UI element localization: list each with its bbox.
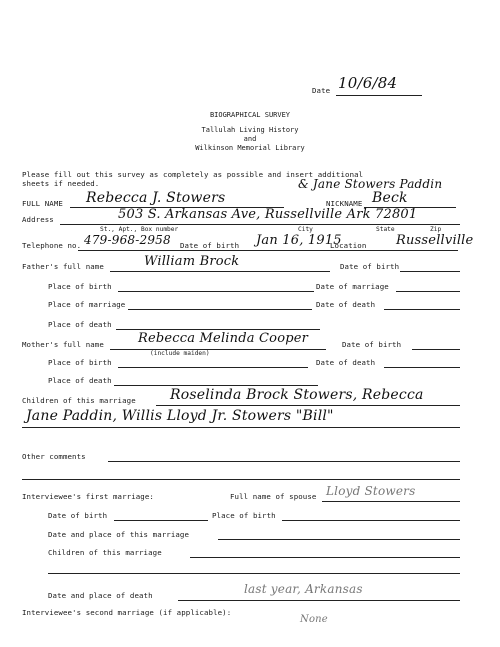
- other-comments-label: Other comments: [22, 452, 86, 461]
- mother-pod-label: Place of death: [48, 376, 112, 385]
- spouse-name-value: Lloyd Stowers: [326, 484, 416, 498]
- other-comments-underline-1: [108, 461, 460, 462]
- first-marriage-label: Interviewee's first marriage:: [22, 492, 154, 501]
- address-city-caption: City: [298, 226, 313, 233]
- father-pod-label: Place of death: [48, 320, 112, 329]
- address-zip-caption: Zip: [430, 226, 442, 233]
- location-label: Location: [330, 241, 367, 250]
- telephone-underline: [78, 250, 458, 251]
- mother-name-caption: (include maiden): [150, 350, 210, 357]
- spouse-name-label: Full name of spouse: [230, 492, 317, 501]
- spouse-pob-label: Place of birth: [212, 511, 276, 520]
- father-pod-underline: [116, 329, 320, 330]
- father-dom-underline: [396, 291, 460, 292]
- father-dod-underline: [384, 309, 460, 310]
- spouse-death-label: Date and place of death: [48, 591, 153, 600]
- father-dob-underline: [400, 271, 460, 272]
- nickname-label: NICKNAME: [326, 199, 363, 208]
- date-value: 10/6/84: [338, 74, 398, 92]
- spouse-death-underline: [178, 600, 460, 601]
- children-line-2: Jane Paddin, Willis Lloyd Jr. Stowers "Bill": [26, 408, 334, 424]
- spouse-dob-underline: [114, 520, 208, 521]
- mother-dod-label: Date of death: [316, 358, 376, 367]
- location-value: Russellville: [396, 233, 474, 248]
- mother-pod-underline: [114, 385, 318, 386]
- father-name-value: William Brock: [144, 254, 240, 269]
- dob-value: Jan 16, 1915: [256, 233, 342, 248]
- marriage-date-place-underline: [218, 539, 460, 540]
- second-marriage-label: Interviewee's second marriage (if applicable):: [22, 608, 232, 617]
- nickname-value: Beck: [372, 190, 408, 206]
- full-name-value: Rebecca J. Stowers: [86, 190, 226, 206]
- father-dod-label: Date of death: [316, 300, 376, 309]
- other-comments-underline-2: [22, 479, 460, 480]
- telephone-value: 479-968-2958: [84, 233, 171, 247]
- first-marriage-children-underline-2: [48, 573, 460, 574]
- date-underline: [336, 95, 422, 96]
- mother-dod-underline: [384, 367, 460, 368]
- mother-name-underline: [110, 349, 326, 350]
- children-label: Children of this marriage: [22, 396, 136, 405]
- address-value: 503 S. Arkansas Ave, Russellville Ark 72801: [118, 207, 418, 222]
- children-underline-1: [156, 405, 460, 406]
- father-pom-underline: [128, 309, 312, 310]
- full-name-label: FULL NAME: [22, 199, 63, 208]
- father-pom-label: Place of marriage: [48, 300, 126, 309]
- first-marriage-children-underline: [190, 557, 460, 558]
- first-marriage-children-label: Children of this marriage: [48, 548, 162, 557]
- instructions-line-2: sheets if needed.: [22, 179, 100, 188]
- survey-title: BIOGRAPHICAL SURVEY: [209, 111, 291, 119]
- instructions-line-1: Please fill out this survey as completely as possible and insert additional: [22, 170, 364, 179]
- address-label: Address: [22, 215, 54, 224]
- survey-library: Wilkinson Memorial Library: [195, 144, 305, 152]
- mother-pob-underline: [118, 367, 308, 368]
- marriage-date-place-label: Date and place of this marriage: [48, 530, 190, 539]
- survey-subtitle: Tallulah Living History: [201, 126, 299, 134]
- father-dob-label: Date of birth: [340, 262, 400, 271]
- children-underline-2: [22, 427, 460, 428]
- father-name-underline: [110, 271, 330, 272]
- survey-subtitle-and: and: [243, 135, 257, 143]
- telephone-label: Telephone no.: [22, 241, 82, 250]
- full-name-alt-value: & Jane Stowers Paddin: [298, 177, 443, 191]
- second-marriage-value: None: [300, 614, 328, 625]
- mother-dob-underline: [412, 349, 460, 350]
- spouse-death-value: last year, Arkansas: [244, 582, 363, 596]
- mother-name-label: Mother's full name: [22, 340, 104, 349]
- spouse-dob-label: Date of birth: [48, 511, 108, 520]
- dob-label: Date of birth: [180, 241, 240, 250]
- father-pob-underline: [118, 291, 314, 292]
- spouse-pob-underline: [282, 520, 460, 521]
- address-street-caption: St., Apt., Box number: [100, 226, 179, 233]
- spouse-name-underline: [322, 501, 460, 502]
- children-line-1: Roselinda Brock Stowers, Rebecca: [170, 387, 424, 403]
- father-name-label: Father's full name: [22, 262, 104, 271]
- father-pob-label: Place of birth: [48, 282, 112, 291]
- address-state-caption: State: [376, 226, 395, 233]
- date-label: Date: [312, 86, 331, 95]
- mother-name-value: Rebecca Melinda Cooper: [138, 331, 309, 346]
- address-underline: [60, 224, 460, 225]
- mother-dob-label: Date of birth: [342, 340, 402, 349]
- mother-pob-label: Place of birth: [48, 358, 112, 367]
- father-dom-label: Date of marriage: [316, 282, 389, 291]
